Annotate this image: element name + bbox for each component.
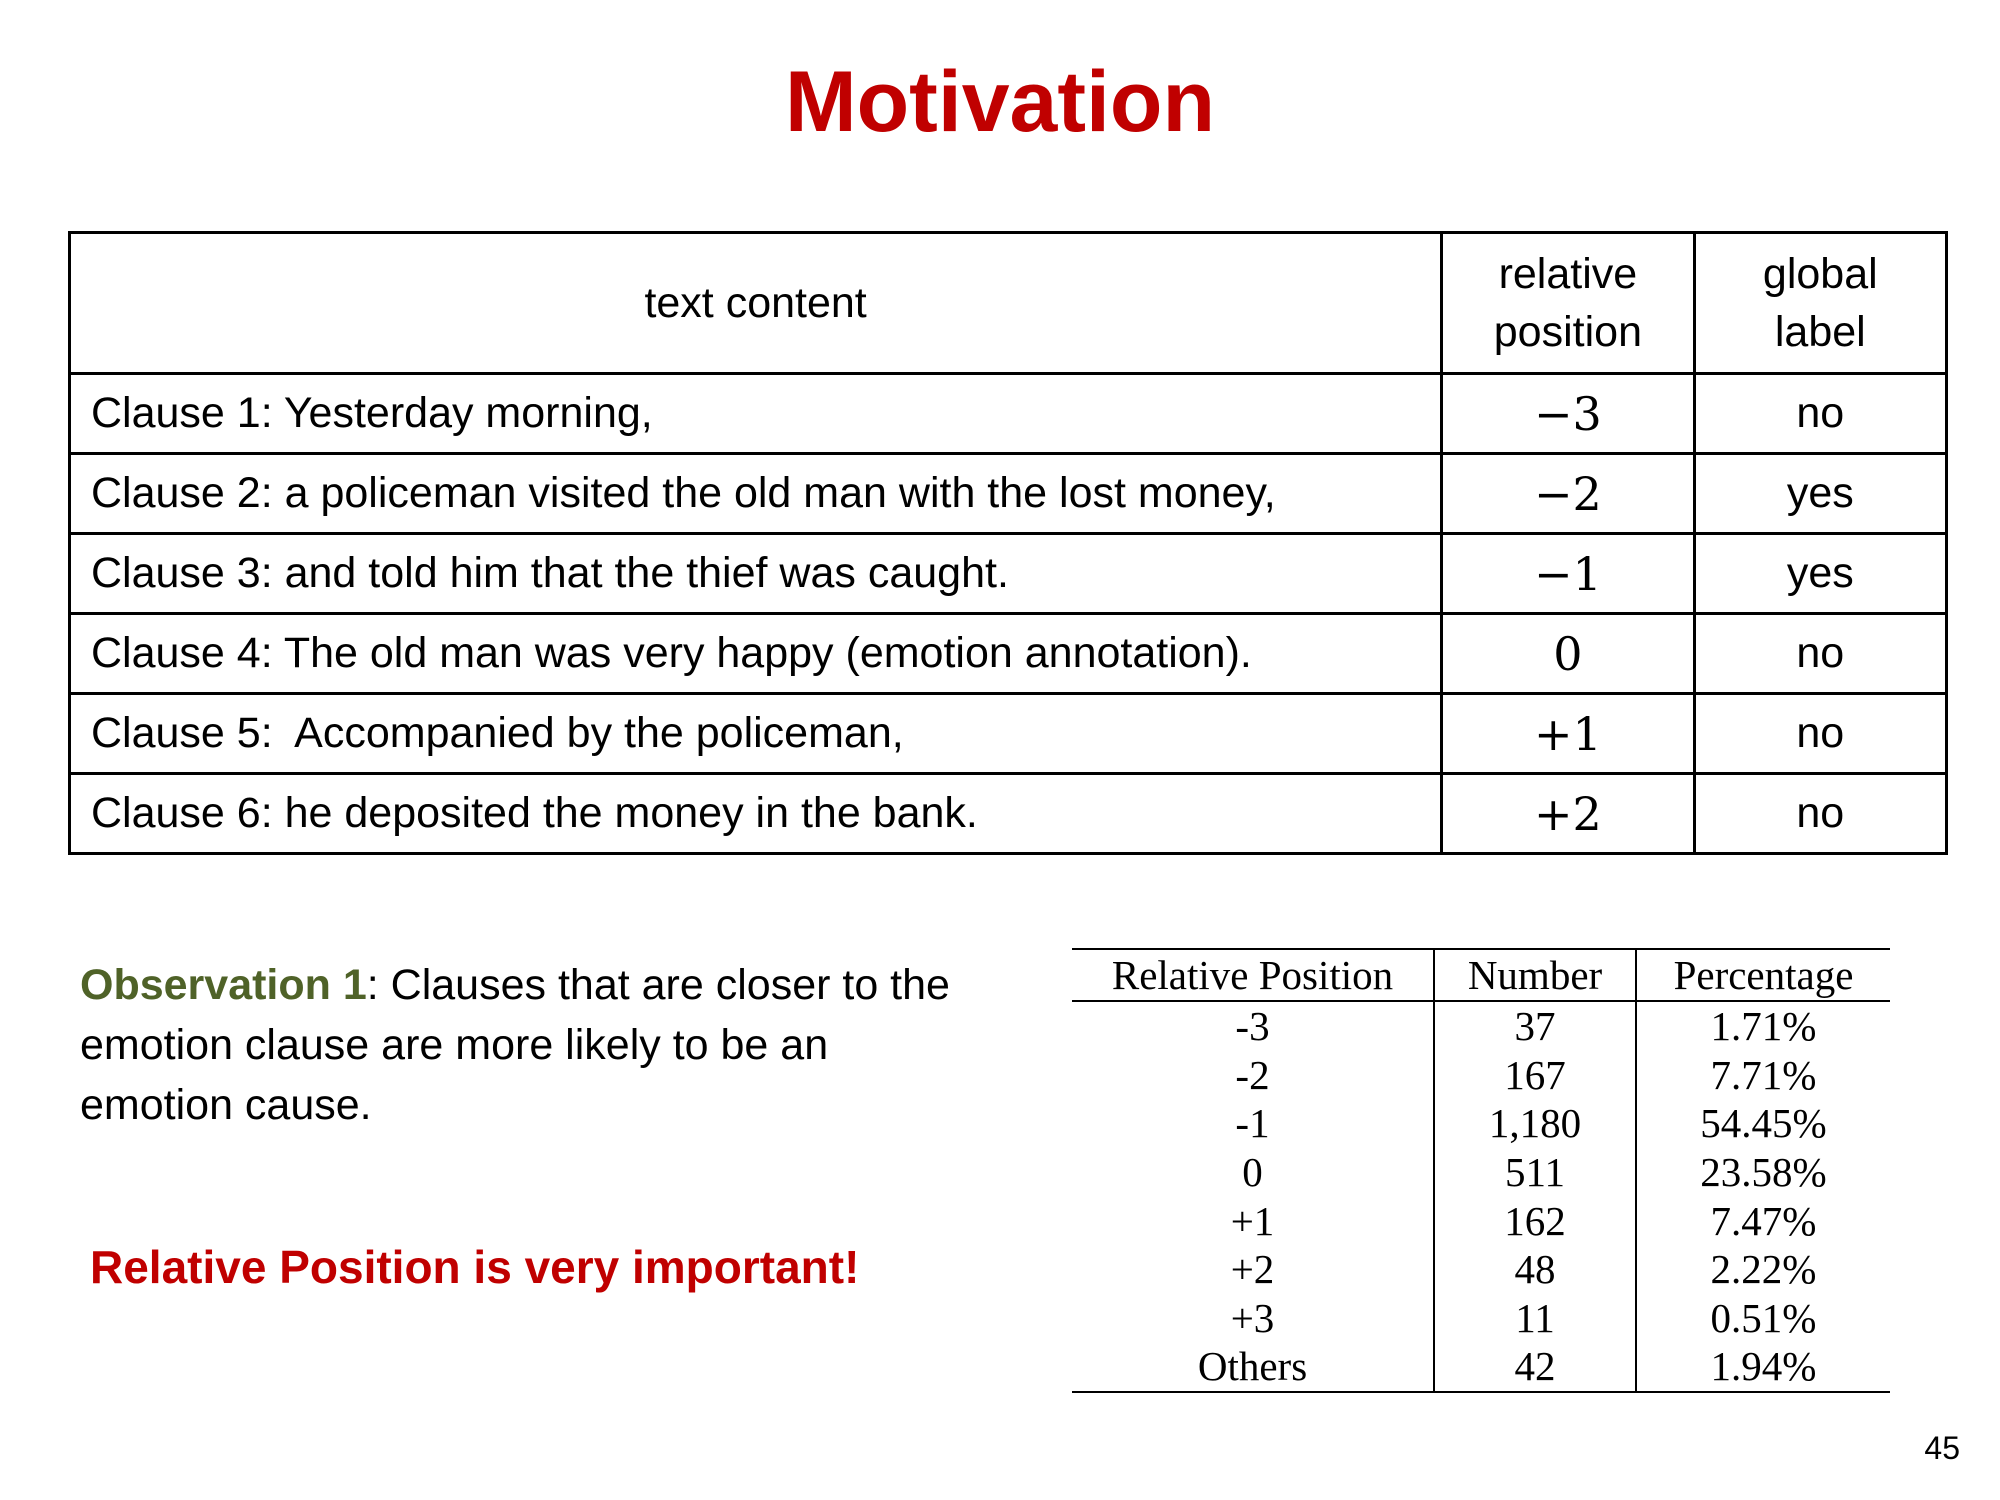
position-stats-table [1072, 948, 1890, 1393]
clause-global-label: no [1694, 614, 1946, 694]
clause-global-label: no [1694, 774, 1946, 854]
stats-row [1072, 1342, 1890, 1392]
clause-text: Clause 4: The old man was very happy (emotion annotation). [70, 614, 1442, 694]
page-number: 45 [1924, 1430, 1960, 1466]
clause-table-header [70, 233, 1947, 374]
observation-text [80, 955, 950, 1135]
stats-percentage: 23.58% [1700, 1149, 1827, 1196]
stats-position: +1 [1072, 1196, 1434, 1245]
stats-header-number: Number [1434, 949, 1636, 1001]
stats-number: 1,180 [1434, 1099, 1636, 1148]
stats-number: 37 [1434, 1001, 1636, 1051]
stats-position: +2 [1072, 1245, 1434, 1294]
clause-row [70, 454, 1947, 534]
clause-global-label: yes [1694, 454, 1946, 534]
header-global-label-line1: global [1762, 250, 1878, 298]
clause-relative-position: −3 [1442, 374, 1694, 454]
observation-body: : Clauses that are closer to the emotion clause are more likely to be an emotion cause. [80, 961, 950, 1129]
stats-percentage: 0.51% [1710, 1294, 1817, 1341]
stats-row [1072, 1196, 1890, 1245]
stats-row [1072, 1245, 1890, 1294]
clause-row [70, 614, 1947, 694]
header-relative-position-line2: position [1493, 308, 1642, 356]
stats-position: +3 [1072, 1294, 1434, 1343]
clause-relative-position: −1 [1442, 534, 1694, 614]
stats-number: 11 [1434, 1294, 1636, 1343]
stats-percentage: 7.47% [1710, 1197, 1817, 1244]
observation-label: Observation 1 [80, 961, 367, 1009]
stats-percentage: 7.71% [1710, 1051, 1817, 1098]
stats-number: 167 [1434, 1051, 1636, 1100]
clause-text: Clause 5: Accompanied by the policeman, [70, 694, 1442, 774]
header-global-label [1694, 233, 1946, 374]
stats-position: -3 [1072, 1001, 1434, 1051]
stats-row [1072, 1001, 1890, 1051]
header-relative-position [1442, 233, 1694, 374]
stats-header-row [1072, 949, 1890, 1001]
stats-position: Others [1072, 1342, 1434, 1392]
stats-number: 48 [1434, 1245, 1636, 1294]
stats-percentage: 1.71% [1710, 1003, 1817, 1050]
clause-text: Clause 3: and told him that the thief was caught. [70, 534, 1442, 614]
header-global-label-line2: label [1774, 308, 1866, 356]
stats-percentage: 2.22% [1710, 1246, 1817, 1293]
clause-table [68, 231, 1948, 855]
stats-position: 0 [1072, 1148, 1434, 1197]
header-text-content: text content [70, 233, 1442, 374]
stats-row [1072, 1148, 1890, 1197]
emphasis-statement: Relative Position is very important! [90, 1241, 860, 1293]
stats-number: 162 [1434, 1196, 1636, 1245]
clause-row [70, 774, 1947, 854]
stats-header-percentage: Percentage [1636, 949, 1890, 1001]
clause-relative-position: 0 [1442, 614, 1694, 694]
clause-relative-position: +2 [1442, 774, 1694, 854]
clause-text: Clause 6: he deposited the money in the bank. [70, 774, 1442, 854]
stats-row [1072, 1294, 1890, 1343]
stats-row [1072, 1051, 1890, 1100]
clause-row [70, 534, 1947, 614]
stats-position: -2 [1072, 1051, 1434, 1100]
stats-row [1072, 1099, 1890, 1148]
stats-position: -1 [1072, 1099, 1434, 1148]
clause-text: Clause 2: a policeman visited the old man with the lost money, [70, 454, 1442, 534]
stats-percentage: 54.45% [1700, 1100, 1827, 1147]
clause-relative-position: +1 [1442, 694, 1694, 774]
clause-global-label: no [1694, 374, 1946, 454]
clause-text: Clause 1: Yesterday morning, [70, 374, 1442, 454]
clause-global-label: yes [1694, 534, 1946, 614]
clause-row [70, 694, 1947, 774]
stats-header-relative-position: Relative Position [1072, 949, 1434, 1001]
slide-title: Motivation [785, 54, 1215, 150]
clause-global-label: no [1694, 694, 1946, 774]
stats-number: 42 [1434, 1342, 1636, 1392]
clause-row [70, 374, 1947, 454]
stats-percentage: 1.94% [1710, 1343, 1817, 1390]
clause-relative-position: −2 [1442, 454, 1694, 534]
header-relative-position-line1: relative [1498, 250, 1638, 298]
stats-number: 511 [1434, 1148, 1636, 1197]
